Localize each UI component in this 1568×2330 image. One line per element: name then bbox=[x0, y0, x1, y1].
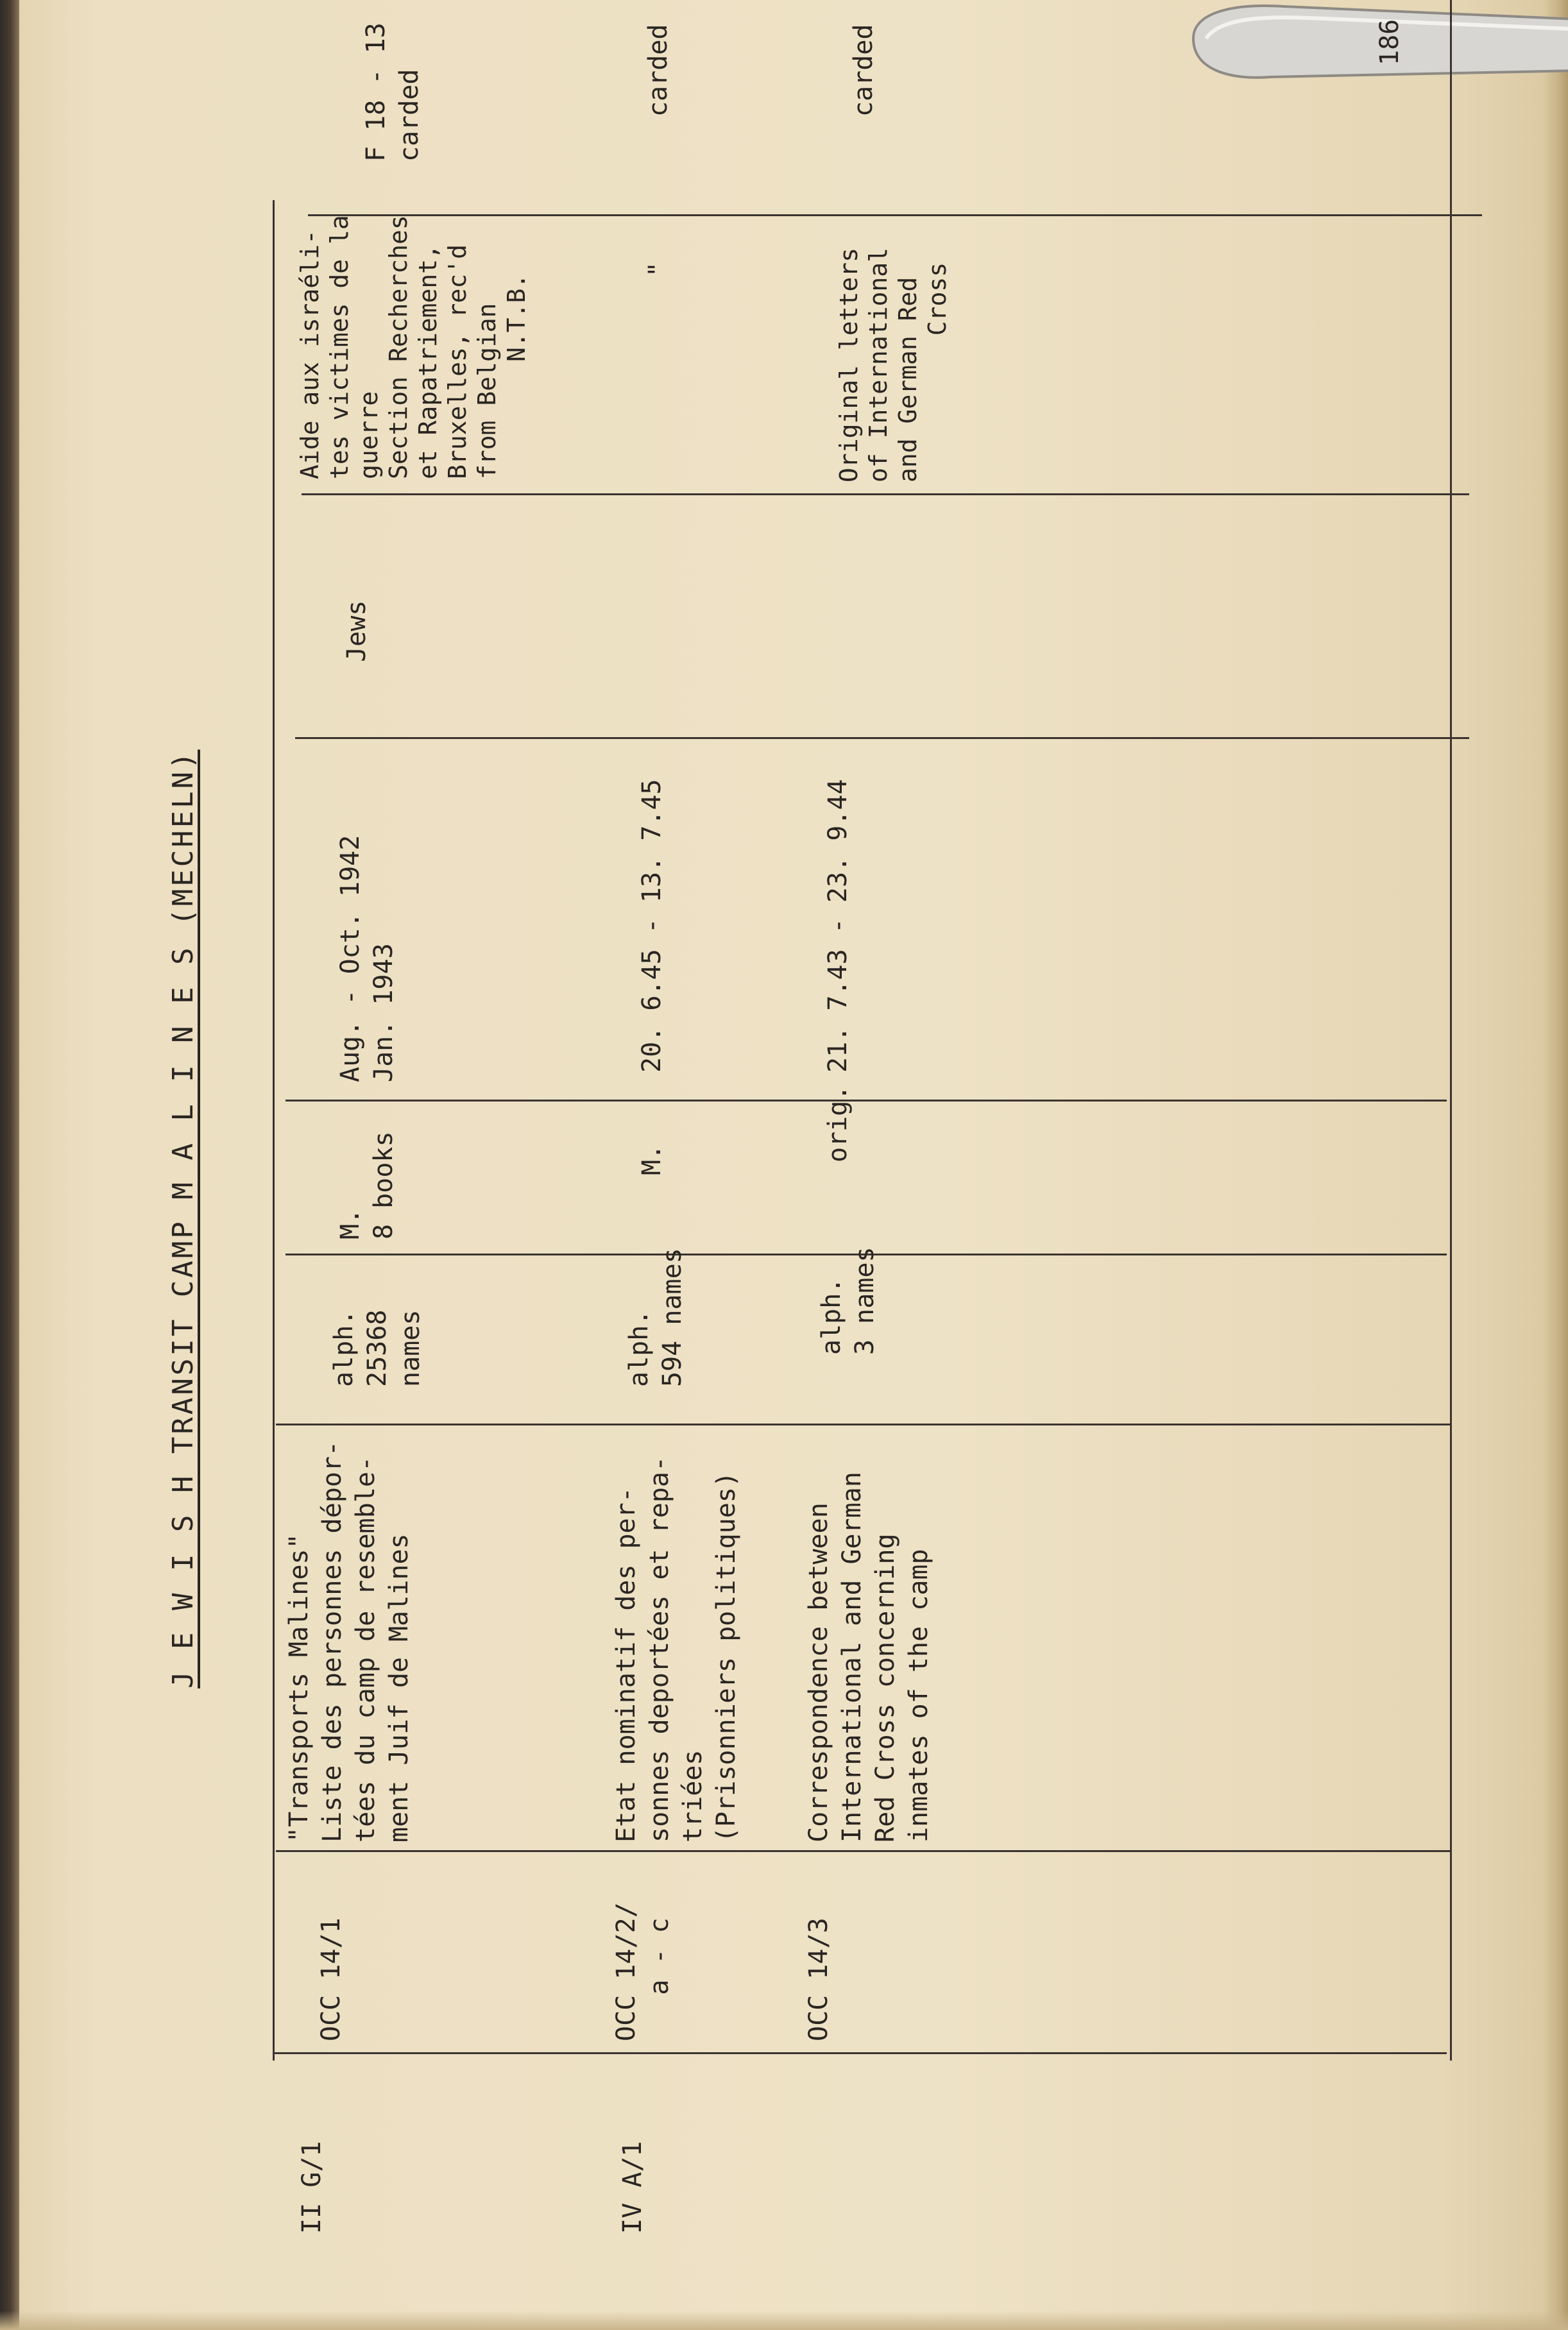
row3-description: Correspondence between International and German Red Cross concerning inmates of the camp bbox=[804, 1472, 933, 1842]
rule-top bbox=[273, 200, 275, 2061]
row1-category: Jews bbox=[342, 600, 371, 662]
col-sep-6 bbox=[295, 737, 1469, 739]
rule-bottom bbox=[1450, 0, 1452, 2061]
row1-form: M. 8 books bbox=[336, 1131, 398, 1239]
col-sep-5 bbox=[285, 1100, 1447, 1101]
row3-dates: 21. 7.43 - 23. 9.44 bbox=[823, 779, 853, 1073]
page-number: 186 bbox=[1375, 19, 1404, 65]
col-sep-3 bbox=[276, 1424, 1450, 1425]
page-title: J E W I S H TRANSIT CAMP M A L I N E S (MECHELN) bbox=[167, 749, 200, 1688]
row3-source: Original letters of International and German Red Cross bbox=[835, 247, 951, 482]
row3-form: orig. bbox=[823, 1085, 853, 1162]
row1-arrangement: alph. 25368 names bbox=[329, 1309, 425, 1387]
row3-signature: OCC 14/3 bbox=[804, 1918, 833, 2041]
row1-source: Aide aux israéli- tes victimes de la guerre Section Recherches et Rapatriement, Bruxelles, rec'd from Belgian N.T.B. bbox=[296, 215, 531, 479]
col-sep-1 bbox=[273, 2052, 1447, 2054]
row3-arrangement: alph. 3 names bbox=[817, 1246, 880, 1355]
row1-description: "Transports Malines" Liste des personnes dépor- tées du camp de resemble- ment Juif de Malines bbox=[284, 1440, 414, 1842]
col-sep-7 bbox=[302, 493, 1469, 495]
row2-ref: IV A/1 bbox=[618, 2141, 647, 2234]
row2-status: carded bbox=[643, 24, 673, 117]
row1-dates: Aug. - Oct. 1942 Jan. 1943 bbox=[336, 835, 398, 1082]
row2-form: M. bbox=[637, 1144, 667, 1175]
row1-status: F 18 - 13 carded bbox=[361, 22, 424, 162]
row1-signature: OCC 14/1 bbox=[316, 1918, 346, 2041]
row2-signature: OCC 14/2/ a - c bbox=[611, 1902, 674, 2041]
row2-description: Etat nominatif des per- sonnes deportées et repa- triées (Prisonniers politiques) bbox=[611, 1456, 741, 1842]
row2-arrangement: alph. 594 names bbox=[624, 1248, 687, 1387]
row1-ref: II G/1 bbox=[297, 2141, 327, 2234]
row3-status: carded bbox=[849, 24, 878, 117]
col-sep-2 bbox=[276, 1850, 1450, 1852]
row2-dates: 20. 6.45 - 13. 7.45 bbox=[637, 779, 667, 1073]
row2-source: " bbox=[643, 261, 673, 277]
